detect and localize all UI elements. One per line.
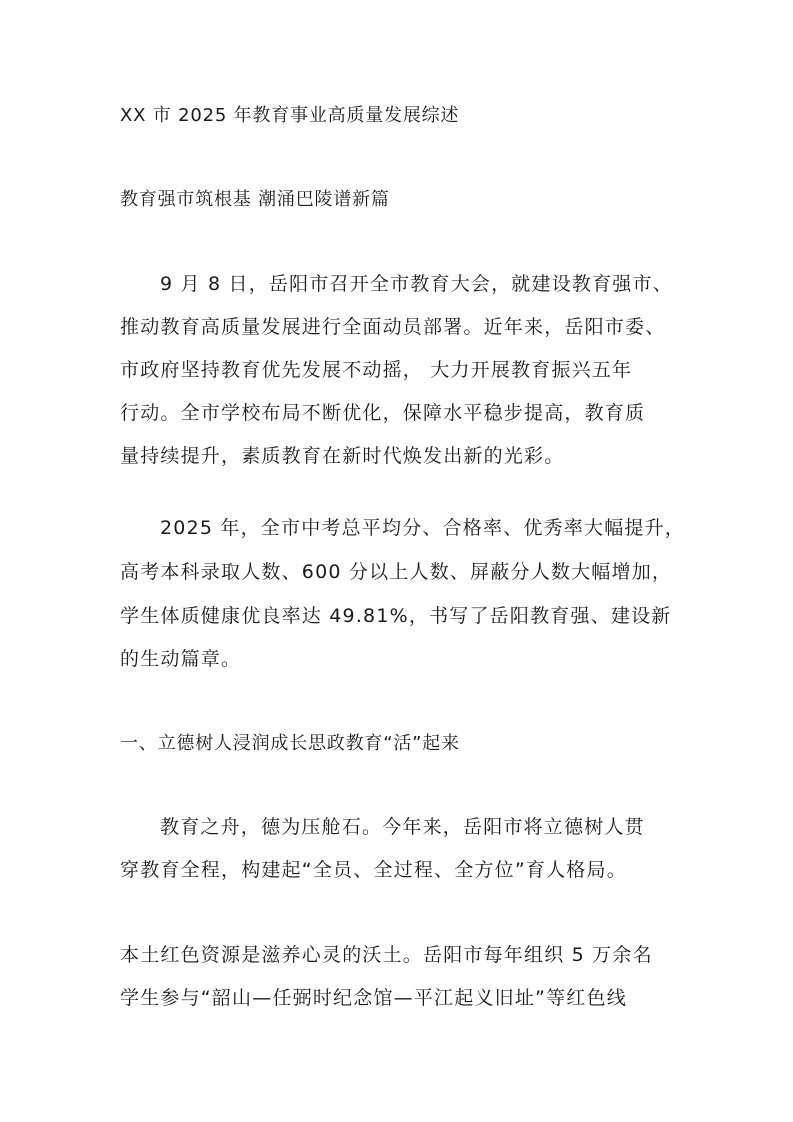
paragraph-line: 2025 年，全市中考总平均分、合格率、优秀率大幅提升， bbox=[160, 517, 685, 539]
paragraph-line: 市政府坚持教育优先发展不动摇， 大力开展教育振兴五年 bbox=[120, 359, 633, 381]
paragraph-line: 量持续提升，素质教育在新时代焕发出新的光彩。 bbox=[120, 445, 565, 467]
paragraph-line: 教育之舟，德为压舱石。今年来，岳阳市将立德树人贯 bbox=[160, 816, 645, 838]
section-heading: 一、立德树人浸润成长思政教育“活”起来 bbox=[120, 733, 460, 754]
paragraph-line: 穿教育全程，构建起“全员、全过程、全方位”育人格局。 bbox=[120, 859, 627, 881]
paragraph-line: 高考本科录取人数、600 分以上人数、屏蔽分人数大幅增加， bbox=[120, 561, 673, 583]
paragraph-line: 行动。全市学校布局不断优化，保障水平稳步提高，教育质 bbox=[120, 402, 646, 424]
document-subtitle: 教育强市筑根基 潮涌巴陵谱新篇 bbox=[120, 189, 390, 210]
paragraph-line: 9 月 8 日，岳阳市召开全市教育大会，就建设教育强市、 bbox=[160, 273, 673, 295]
document-title: XX 市 2025 年教育事业高质量发展综述 bbox=[120, 105, 460, 126]
paragraph-line: 的生动篇章。 bbox=[120, 648, 242, 670]
paragraph-line: 本土红色资源是滋养心灵的沃土。岳阳市每年组织 5 万余名 bbox=[120, 944, 653, 966]
paragraph-line: 学生体质健康优良率达 49.81%，书写了岳阳教育强、建设新 bbox=[120, 605, 672, 627]
paragraph-line: 推动教育高质量发展进行全面动员部署。近年来，岳阳市委、 bbox=[120, 316, 666, 338]
paragraph-line: 学生参与“韶山—任弼时纪念馆—平江起义旧址”等红色线 bbox=[120, 987, 627, 1009]
